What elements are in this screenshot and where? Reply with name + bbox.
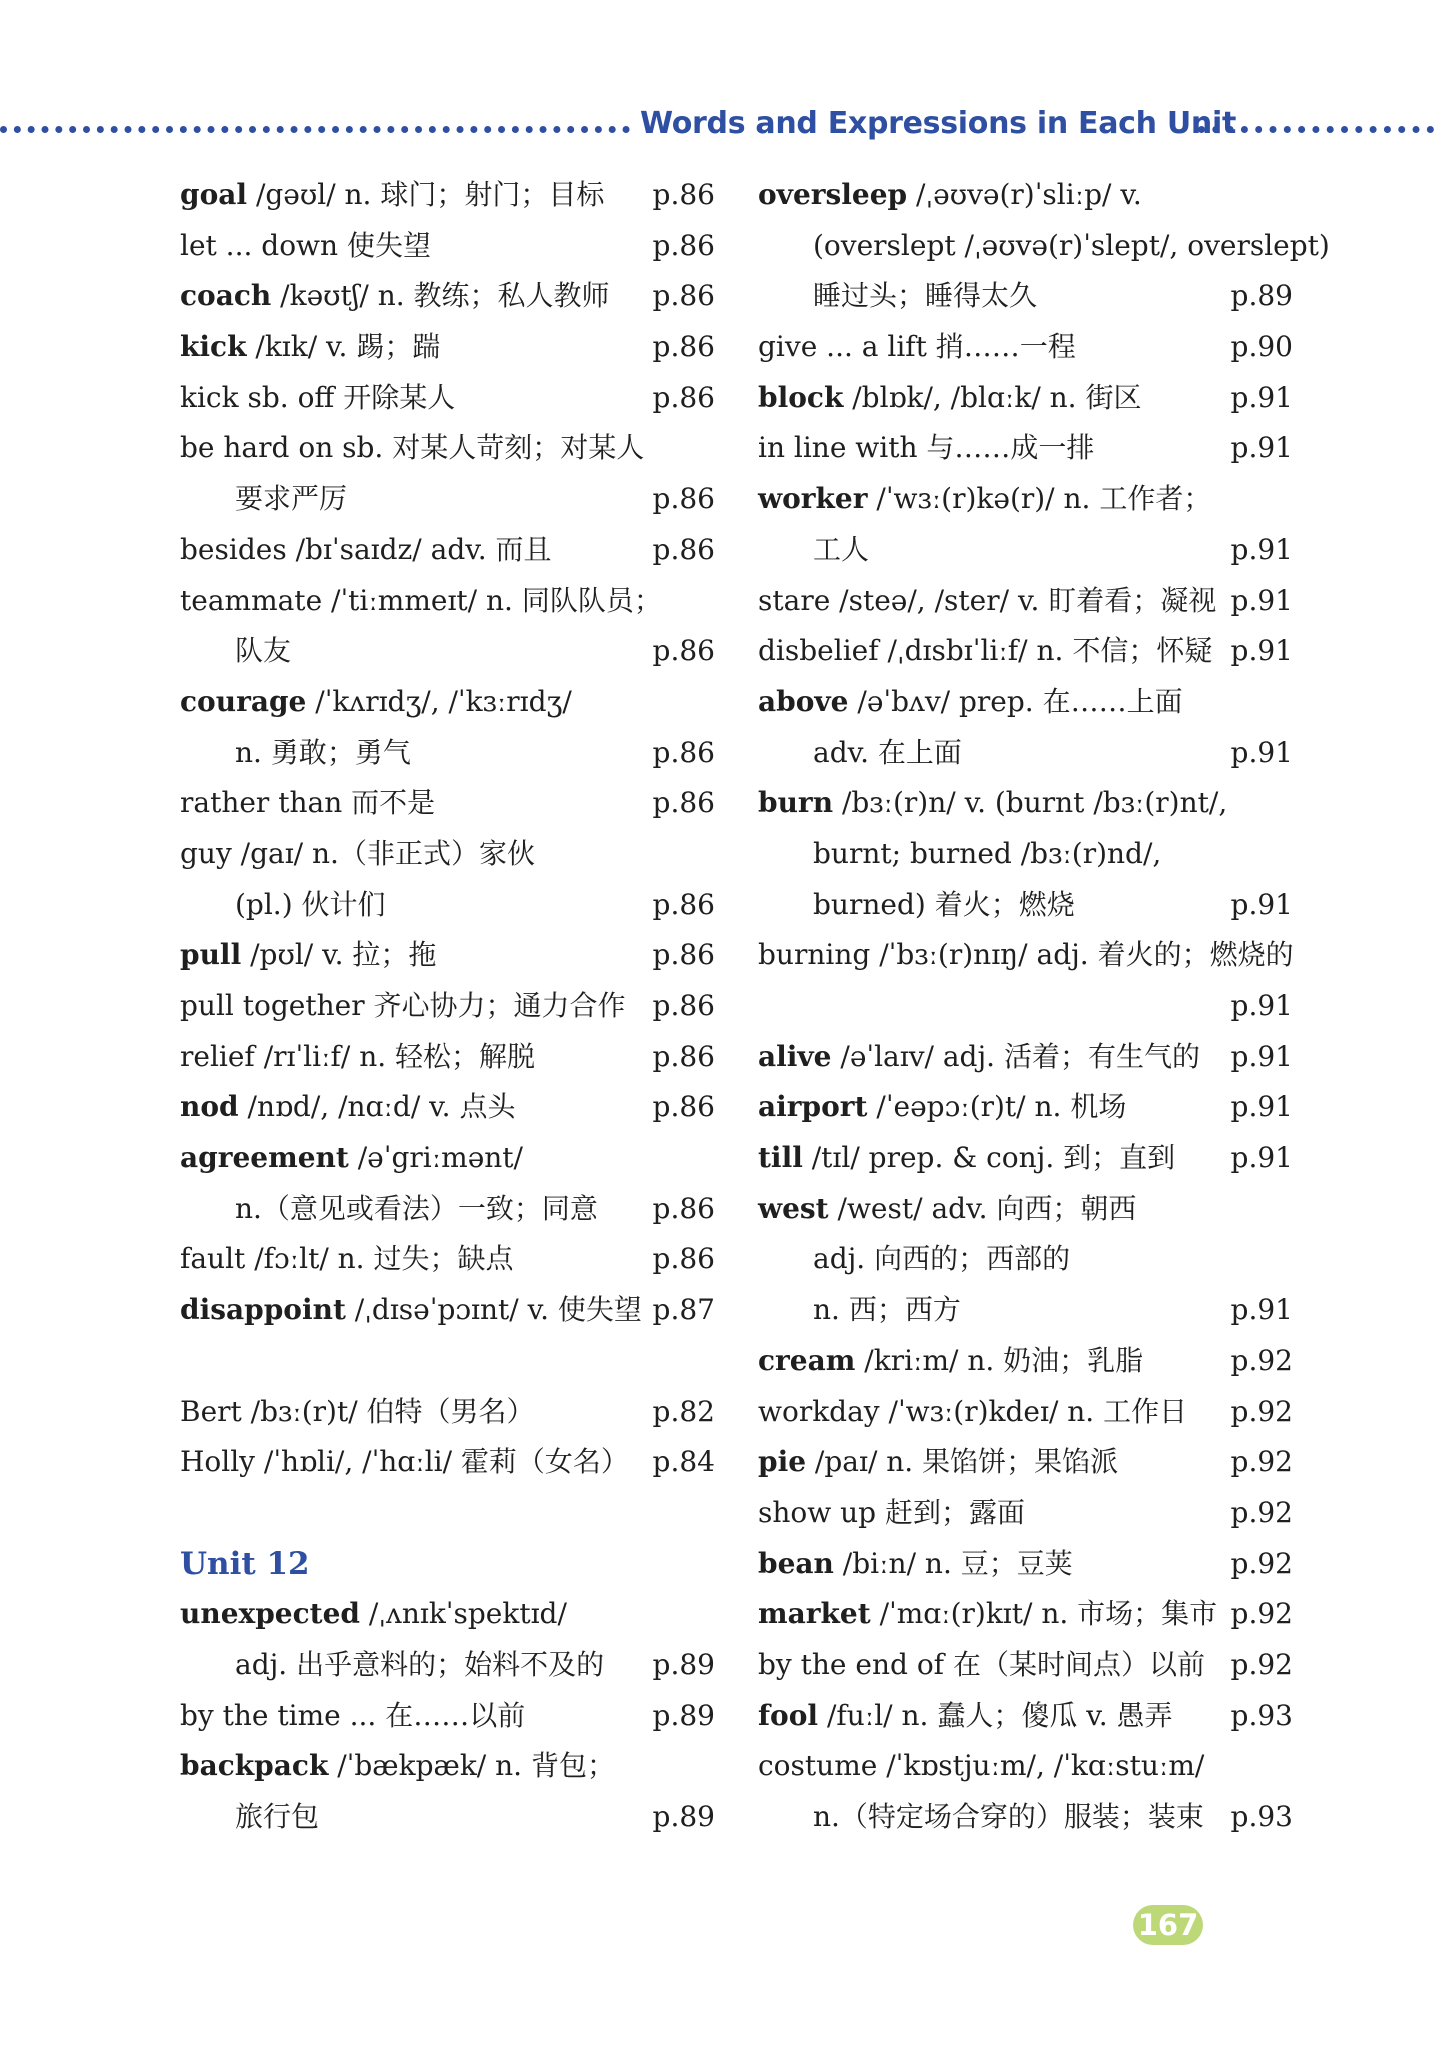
vocab-line — [180, 981, 715, 1032]
vocab-line — [758, 880, 1293, 931]
vocab-entry-text: above /əˈbʌv/ prep. 在……上面 — [758, 684, 1183, 718]
page-reference: p.87 — [652, 1293, 715, 1327]
headword: alive — [758, 1039, 832, 1073]
vocab-entry-text: airport /ˈeəpɔː(r)t/ n. 机场 — [758, 1090, 1127, 1124]
vocab-line — [180, 677, 715, 728]
headword: worker — [758, 482, 868, 516]
vocab-line — [758, 525, 1293, 576]
vocab-entry-text: burning /ˈbɜː(r)nɪŋ/ adj. 着火的；燃烧的 — [758, 938, 1294, 972]
page-reference: p.86 — [652, 178, 715, 211]
vocab-line — [758, 778, 1293, 829]
vocab-entry-text: nod /nɒd/, /nɑːd/ v. 点头 — [180, 1090, 516, 1124]
vocab-entry-text: kick sb. off 开除某人 — [180, 380, 456, 414]
vocab-entry-text: 要求严厉 — [235, 482, 348, 516]
page-reference: p.82 — [652, 1394, 715, 1428]
vocab-entry-text: rather than 而不是 — [180, 786, 436, 820]
headword: bean — [758, 1546, 834, 1580]
vocab-entry-text: west /west/ adv. 向西；朝西 — [758, 1191, 1137, 1225]
vocab-line — [180, 1234, 715, 1285]
vocab-line — [758, 1336, 1293, 1387]
vocab-line — [758, 322, 1293, 373]
page-reference: p.86 — [652, 634, 715, 668]
vocab-line — [180, 1082, 715, 1133]
headword: till — [758, 1141, 803, 1175]
page-reference: p.86 — [652, 330, 715, 364]
vocab-line — [758, 1082, 1293, 1133]
vocab-line — [758, 1691, 1293, 1742]
page-reference: p.91 — [1230, 532, 1293, 566]
right-column — [758, 170, 1330, 1843]
vocab-entry-text: market /ˈmɑː(r)kɪt/ n. 市场；集市 — [758, 1597, 1218, 1631]
vocab-line — [180, 1285, 715, 1336]
page-reference: p.91 — [1230, 989, 1293, 1022]
vocab-entry-text: till /tɪl/ prep. & conj. 到；直到 — [758, 1141, 1176, 1175]
vocab-entry-text: disappoint /ˌdɪsəˈpɔɪnt/ v. 使失望 — [180, 1293, 642, 1327]
vocab-line — [180, 373, 715, 424]
vocab-entry-text: adj. 向西的；西部的 — [813, 1242, 1071, 1276]
vocab-entry-text: relief /rɪˈliːf/ n. 轻松；解脱 — [180, 1039, 536, 1073]
vocab-line — [758, 423, 1293, 474]
page-reference: p.86 — [652, 380, 715, 414]
vocab-entry-text: guy /gaɪ/ n.（非正式）家伙 — [180, 836, 535, 870]
vocab-entry-text: adv. 在上面 — [813, 735, 962, 769]
vocab-entry-text: pull together 齐心协力；通力合作 — [180, 989, 626, 1022]
vocab-line — [758, 626, 1293, 677]
page-reference: p.89 — [652, 1698, 715, 1732]
page-reference: p.93 — [1230, 1698, 1293, 1732]
page-reference: p.92 — [1230, 1343, 1293, 1377]
page-reference: p.86 — [652, 887, 715, 921]
vocab-entry-text: pull /pʊl/ v. 拉；拖 — [180, 938, 437, 972]
unit-heading-line — [180, 1539, 715, 1590]
page-reference: p.86 — [652, 482, 715, 516]
page-reference: p.91 — [1230, 634, 1293, 668]
vocab-line — [758, 1285, 1293, 1336]
page-reference: p.92 — [1230, 1495, 1293, 1529]
vocab-line — [758, 1234, 1293, 1285]
vocab-entry-text: 睡过头；睡得太久 — [813, 279, 1038, 313]
vocab-line — [758, 1741, 1293, 1792]
vocab-line — [758, 170, 1293, 221]
vocab-entry-text: in line with 与……成一排 — [758, 431, 1095, 465]
vocab-line — [180, 322, 715, 373]
vocab-line — [180, 1691, 715, 1742]
headword: disappoint — [180, 1293, 346, 1327]
page-reference: p.89 — [652, 1800, 715, 1833]
vocab-line — [180, 1437, 715, 1488]
vocab-line — [758, 1387, 1293, 1438]
vocab-line — [180, 576, 715, 627]
vocab-line — [758, 271, 1293, 322]
headword: oversleep — [758, 178, 908, 211]
unit-heading: Unit 12 — [180, 1545, 310, 1582]
running-header — [0, 102, 1434, 152]
page-reference: p.86 — [652, 532, 715, 566]
headword: courage — [180, 684, 307, 718]
page-reference: p.86 — [652, 1039, 715, 1073]
vocab-line — [758, 1488, 1293, 1539]
page-reference: p.86 — [652, 735, 715, 769]
vocab-entry-text: burn /bɜː(r)n/ v. (burnt /bɜː(r)nt/, — [758, 786, 1228, 820]
vocab-entry-text: n. 勇敢；勇气 — [235, 735, 411, 769]
vocab-line — [758, 930, 1293, 981]
vocab-entry-text: give ... a lift 捎……一程 — [758, 330, 1076, 364]
vocab-line — [758, 474, 1293, 525]
headword: kick — [180, 330, 247, 364]
vocab-entry-text: n. 西；西方 — [813, 1293, 961, 1327]
page-reference: p.91 — [1230, 1141, 1293, 1175]
vocab-entry-text: unexpected /ˌʌnɪkˈspektɪd/ — [180, 1597, 567, 1631]
vocab-entry-text: courage /ˈkʌrɪdʒ/, /ˈkɜːrɪdʒ/ — [180, 684, 572, 718]
vocab-line — [180, 1741, 715, 1792]
vocab-line — [180, 1792, 715, 1843]
vocab-entry-text: stare /steə/, /ster/ v. 盯着看；凝视 — [758, 583, 1217, 617]
vocab-entry-text: alive /əˈlaɪv/ adj. 活着；有生气的 — [758, 1039, 1200, 1073]
vocab-line — [758, 1184, 1293, 1235]
vocab-line — [180, 829, 715, 880]
vocab-line — [180, 728, 715, 779]
vocab-entry-text: (overslept /ˌəʊvə(r)ˈslept/, overslept) — [813, 228, 1330, 262]
vocab-entry-text: Holly /ˈhɒli/, /ˈhɑːli/ 霍莉（女名） — [180, 1445, 629, 1479]
vocab-line — [180, 1032, 715, 1083]
vocab-entry-text: burnt; burned /bɜː(r)nd/, — [813, 836, 1162, 870]
headword: burn — [758, 786, 834, 820]
vocab-entry-text: 工人 — [813, 532, 870, 566]
vocab-entry-text: oversleep /ˌəʊvə(r)ˈsliːp/ v. — [758, 178, 1142, 211]
page-reference: p.90 — [1230, 330, 1293, 364]
vocab-line — [180, 474, 715, 525]
page-reference: p.86 — [652, 1242, 715, 1276]
vocab-entry-text: teammate /ˈtiːmmeɪt/ n. 同队队员； — [180, 583, 662, 617]
vocab-entry-text: workday /ˈwɜː(r)kdeɪ/ n. 工作日 — [758, 1394, 1188, 1428]
page-reference: p.91 — [1230, 583, 1293, 617]
vocab-entry-text: block /blɒk/, /blɑːk/ n. 街区 — [758, 380, 1142, 414]
headword: backpack — [180, 1749, 329, 1783]
page-reference: p.92 — [1230, 1394, 1293, 1428]
page-reference: p.91 — [1230, 380, 1293, 414]
headword: fool — [758, 1698, 819, 1732]
page-reference: p.91 — [1230, 1090, 1293, 1124]
vocab-line — [758, 1589, 1293, 1640]
page-reference: p.86 — [652, 1090, 715, 1124]
vocab-entry-text: be hard on sb. 对某人苛刻；对某人 — [180, 431, 645, 465]
headword: block — [758, 380, 844, 414]
vocab-entry-text: show up 赶到；露面 — [758, 1495, 1025, 1529]
vocab-line — [180, 930, 715, 981]
vocab-entry-text: bean /biːn/ n. 豆；豆荚 — [758, 1546, 1073, 1580]
header-dots-right — [1198, 126, 1434, 133]
page-reference: p.86 — [652, 989, 715, 1022]
page-reference: p.86 — [652, 786, 715, 820]
vocab-line — [180, 1387, 715, 1438]
vocab-entry-text: by the time ... 在……以前 — [180, 1698, 526, 1732]
headword: unexpected — [180, 1597, 360, 1631]
vocab-entry-text: costume /ˈkɒstjuːm/, /ˈkɑːstuːm/ — [758, 1749, 1205, 1783]
vocab-line — [180, 778, 715, 829]
vocab-entry-text: n.（特定场合穿的）服装；装束 — [813, 1800, 1204, 1833]
vocab-line — [180, 170, 715, 221]
vocab-line — [758, 829, 1293, 880]
page-reference: p.84 — [652, 1445, 715, 1479]
vocab-entry-text: worker /ˈwɜː(r)kə(r)/ n. 工作者； — [758, 482, 1212, 516]
vocab-entry-text: by the end of 在（某时间点）以前 — [758, 1647, 1205, 1681]
vocab-entry-text: besides /bɪˈsaɪdz/ adv. 而且 — [180, 532, 552, 566]
vocab-line — [180, 1640, 715, 1691]
vocab-entry-text: kick /kɪk/ v. 踢；踹 — [180, 330, 441, 364]
page-reference: p.91 — [1230, 1039, 1293, 1073]
vocab-entry-text: coach /kəʊtʃ/ n. 教练；私人教师 — [180, 279, 610, 313]
vocab-line — [758, 728, 1293, 779]
page-reference: p.89 — [1230, 279, 1293, 313]
page-reference: p.91 — [1230, 735, 1293, 769]
page-reference: p.86 — [652, 938, 715, 972]
headword: nod — [180, 1090, 239, 1124]
header-dots-left — [0, 126, 630, 133]
headword: west — [758, 1191, 829, 1225]
vocab-line — [758, 1437, 1293, 1488]
page-reference: p.86 — [652, 279, 715, 313]
vocab-entry-text: let ... down 使失望 — [180, 228, 431, 262]
vocab-line — [758, 373, 1293, 424]
vocab-entry-text: fault /fɔːlt/ n. 过失；缺点 — [180, 1242, 514, 1276]
vocab-line — [180, 1589, 715, 1640]
vocab-entry-text: pie /paɪ/ n. 果馅饼；果馅派 — [758, 1445, 1119, 1479]
vocab-entry-text: fool /fuːl/ n. 蠢人；傻瓜 v. 愚弄 — [758, 1698, 1173, 1732]
page-reference: p.91 — [1230, 1293, 1293, 1327]
vocab-line — [180, 1184, 715, 1235]
page-reference: p.93 — [1230, 1800, 1293, 1833]
page-reference: p.92 — [1230, 1546, 1293, 1580]
vocab-line — [180, 271, 715, 322]
page-reference: p.92 — [1230, 1445, 1293, 1479]
vocab-entry-text: goal /gəʊl/ n. 球门；射门；目标 — [180, 178, 605, 211]
vocab-entry-text: 队友 — [235, 634, 292, 668]
vocab-entry-text: cream /kriːm/ n. 奶油；乳脂 — [758, 1343, 1144, 1377]
vocab-entry-text: n.（意见或看法）一致；同意 — [235, 1191, 598, 1225]
vocab-line — [758, 1640, 1293, 1691]
headword: goal — [180, 178, 248, 211]
vocab-entry-text: disbelief /ˌdɪsbɪˈliːf/ n. 不信；怀疑 — [758, 634, 1213, 668]
page-reference: p.91 — [1230, 887, 1293, 921]
vocab-entry-text: agreement /əˈgriːmənt/ — [180, 1141, 523, 1175]
vocab-entry-text: adj. 出乎意料的；始料不及的 — [235, 1647, 605, 1681]
headword: cream — [758, 1343, 856, 1377]
vocab-line — [758, 1539, 1293, 1590]
page-reference: p.92 — [1230, 1647, 1293, 1681]
page-reference: p.89 — [652, 1647, 715, 1681]
vocab-line — [180, 221, 715, 272]
headword: pull — [180, 938, 242, 972]
vocab-line — [758, 1032, 1293, 1083]
vocab-line — [758, 677, 1293, 728]
page-reference: p.86 — [652, 228, 715, 262]
page-number: 167 — [1133, 1905, 1203, 1945]
vocab-entry-text: Bert /bɜː(r)t/ 伯特（男名） — [180, 1394, 535, 1428]
vocab-entry-text: backpack /ˈbækpæk/ n. 背包； — [180, 1749, 615, 1783]
vocab-line — [758, 1133, 1293, 1184]
headword: pie — [758, 1445, 807, 1479]
vocab-line — [180, 423, 715, 474]
vocab-line — [180, 1133, 715, 1184]
headword: above — [758, 684, 849, 718]
vocab-entry-text: (pl.) 伙计们 — [235, 887, 386, 921]
vocab-line — [180, 1488, 715, 1539]
vocab-line — [758, 981, 1293, 1032]
vocab-line — [180, 880, 715, 931]
vocab-line — [758, 576, 1293, 627]
vocab-line — [758, 221, 1330, 272]
headword: market — [758, 1597, 871, 1631]
vocab-line — [758, 1792, 1293, 1843]
vocab-line — [180, 1336, 715, 1387]
page-reference: p.86 — [652, 1191, 715, 1225]
page-reference: p.92 — [1230, 1597, 1293, 1631]
vocab-line — [180, 525, 715, 576]
left-column — [180, 170, 715, 1843]
vocab-entry-text: burned) 着火；燃烧 — [813, 887, 1075, 921]
vocab-line — [180, 626, 715, 677]
headword: coach — [180, 279, 272, 313]
headword: airport — [758, 1090, 868, 1124]
page-reference: p.91 — [1230, 431, 1293, 465]
headword: agreement — [180, 1141, 349, 1175]
vocab-entry-text: 旅行包 — [235, 1800, 320, 1833]
header-title: Words and Expressions in Each Unit — [640, 106, 1236, 141]
